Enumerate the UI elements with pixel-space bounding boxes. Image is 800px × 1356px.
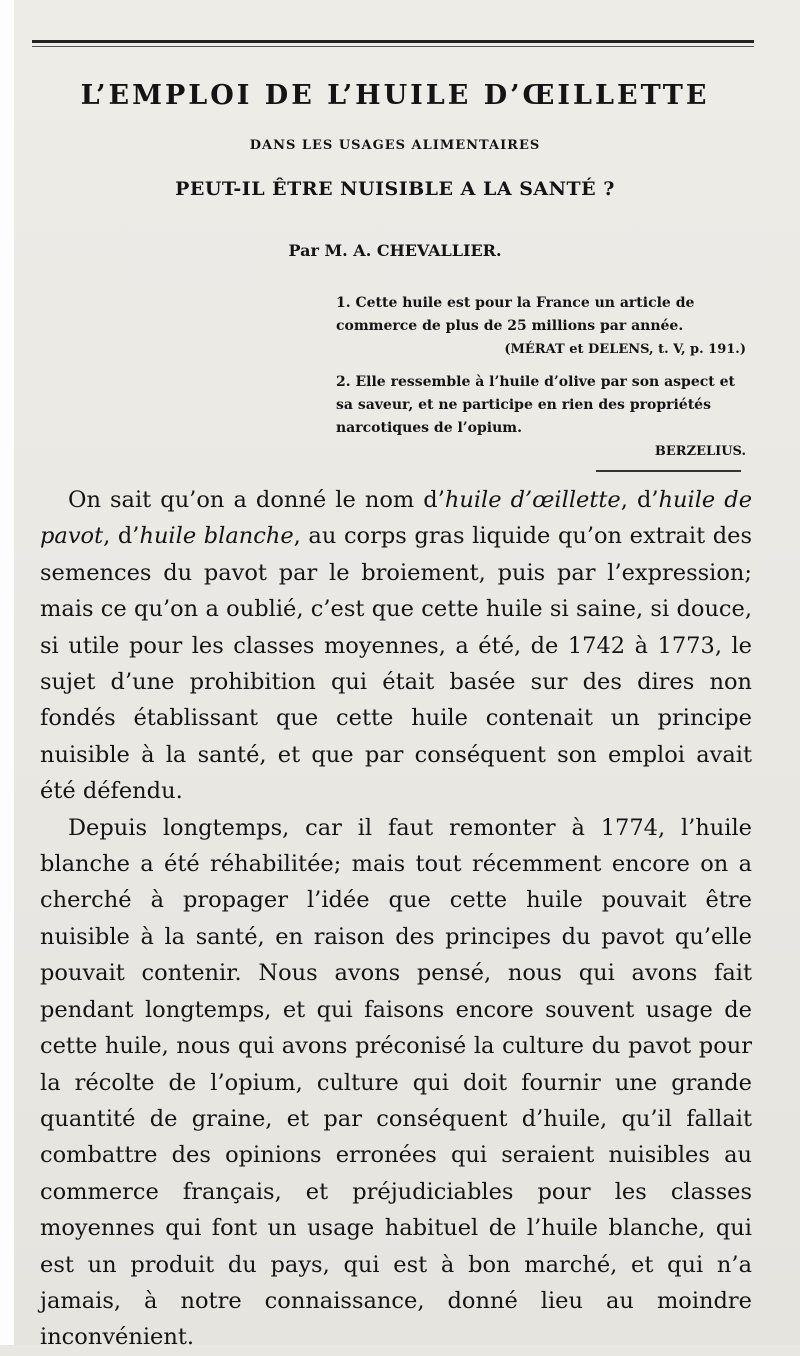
paragraph-2: Depuis longtemps, car il faut remonter à 1774, l’huile blanche a été réhabilitée; mais tout récemment encore on a cherché à propager l’idée que cette huile pouvait être nuisible à la santé, en raison des principes du pavot qu’elle pouvait contenir. Nous avons pensé, nous qui avons fait pendant longtemps, et qui faisons encore souvent usage de cette huile, nous qui avons préconisé la culture du pavot pour la récolte de l’opium, culture qui doit fournir une grande quantité de graine, et par conséquent d’huile, qu’il fallait combattre des opinions erronées qui seraient nuisibles au commerce français, et préjudiciables pour les classes moyennes qui font un usage habituel de l’huile blanche, qui est un produit du pays, qui est à bon marché, et qui n’a jamais, à notre connaissance, donné lieu au moindre inconvénient. [40, 814, 752, 1351]
top-rule [32, 40, 754, 43]
page-edge [0, 0, 14, 1345]
epigraph-1-text: 1. Cette huile est pour la France un article de commerce de plus de 25 millions par année. [336, 295, 695, 334]
epigraph-1-source: (MÉRAT et DELENS, t. V, p. 191.) [504, 342, 746, 357]
p1-italic-1: huile d’œillette [444, 487, 621, 513]
top-rule-thin [32, 46, 754, 47]
p1-text-4: , au corps gras liquide qu’on extrait des semences du pavot par le broiement, puis par l’expression; mais ce qu’on a oublié, c’est que cette huile si saine, si douce, si utile pour les classes moyennes, a été, de 1742 à 1773, le sujet d’une prohibition qui était basée sur des dires non fondés établissant que cette huile contenait un principe nuisible à la santé, et que par conséquent son emploi avait été défendu. [40, 523, 752, 805]
p1-italic-2: huile de pavot [40, 487, 753, 550]
epigraph-2-source: BERZELIUS. [654, 444, 746, 459]
epigraph-1 [336, 292, 746, 361]
article-subtitle-2: PEUT-IL ÊTRE NUISIBLE A LA SANTÉ ? [175, 178, 615, 200]
p1-text-2: , d’ [620, 487, 659, 513]
epigraph-2-text: 2. Elle ressemble à l’huile d’olive par son aspect et sa saveur, et ne participe en rien des propriétés narcotiques de l’opium. [336, 374, 735, 436]
epigraph-2 [336, 371, 746, 463]
p1-italic-3: huile blanche [139, 523, 294, 550]
p1-text-3: , d’ [103, 523, 140, 550]
article-title: L’EMPLOI DE L’HUILE D’ŒILLETTE [80, 80, 710, 111]
author-line: Par M. A. CHEVALLIER. [288, 241, 502, 260]
epigraph-rule [596, 470, 741, 472]
paragraph-1 [40, 482, 752, 810]
article-body [40, 482, 752, 1356]
p1-text-1: On sait qu’on a donné le nom d’ [68, 487, 445, 513]
article-subtitle-1: DANS LES USAGES ALIMENTAIRES [249, 138, 541, 153]
